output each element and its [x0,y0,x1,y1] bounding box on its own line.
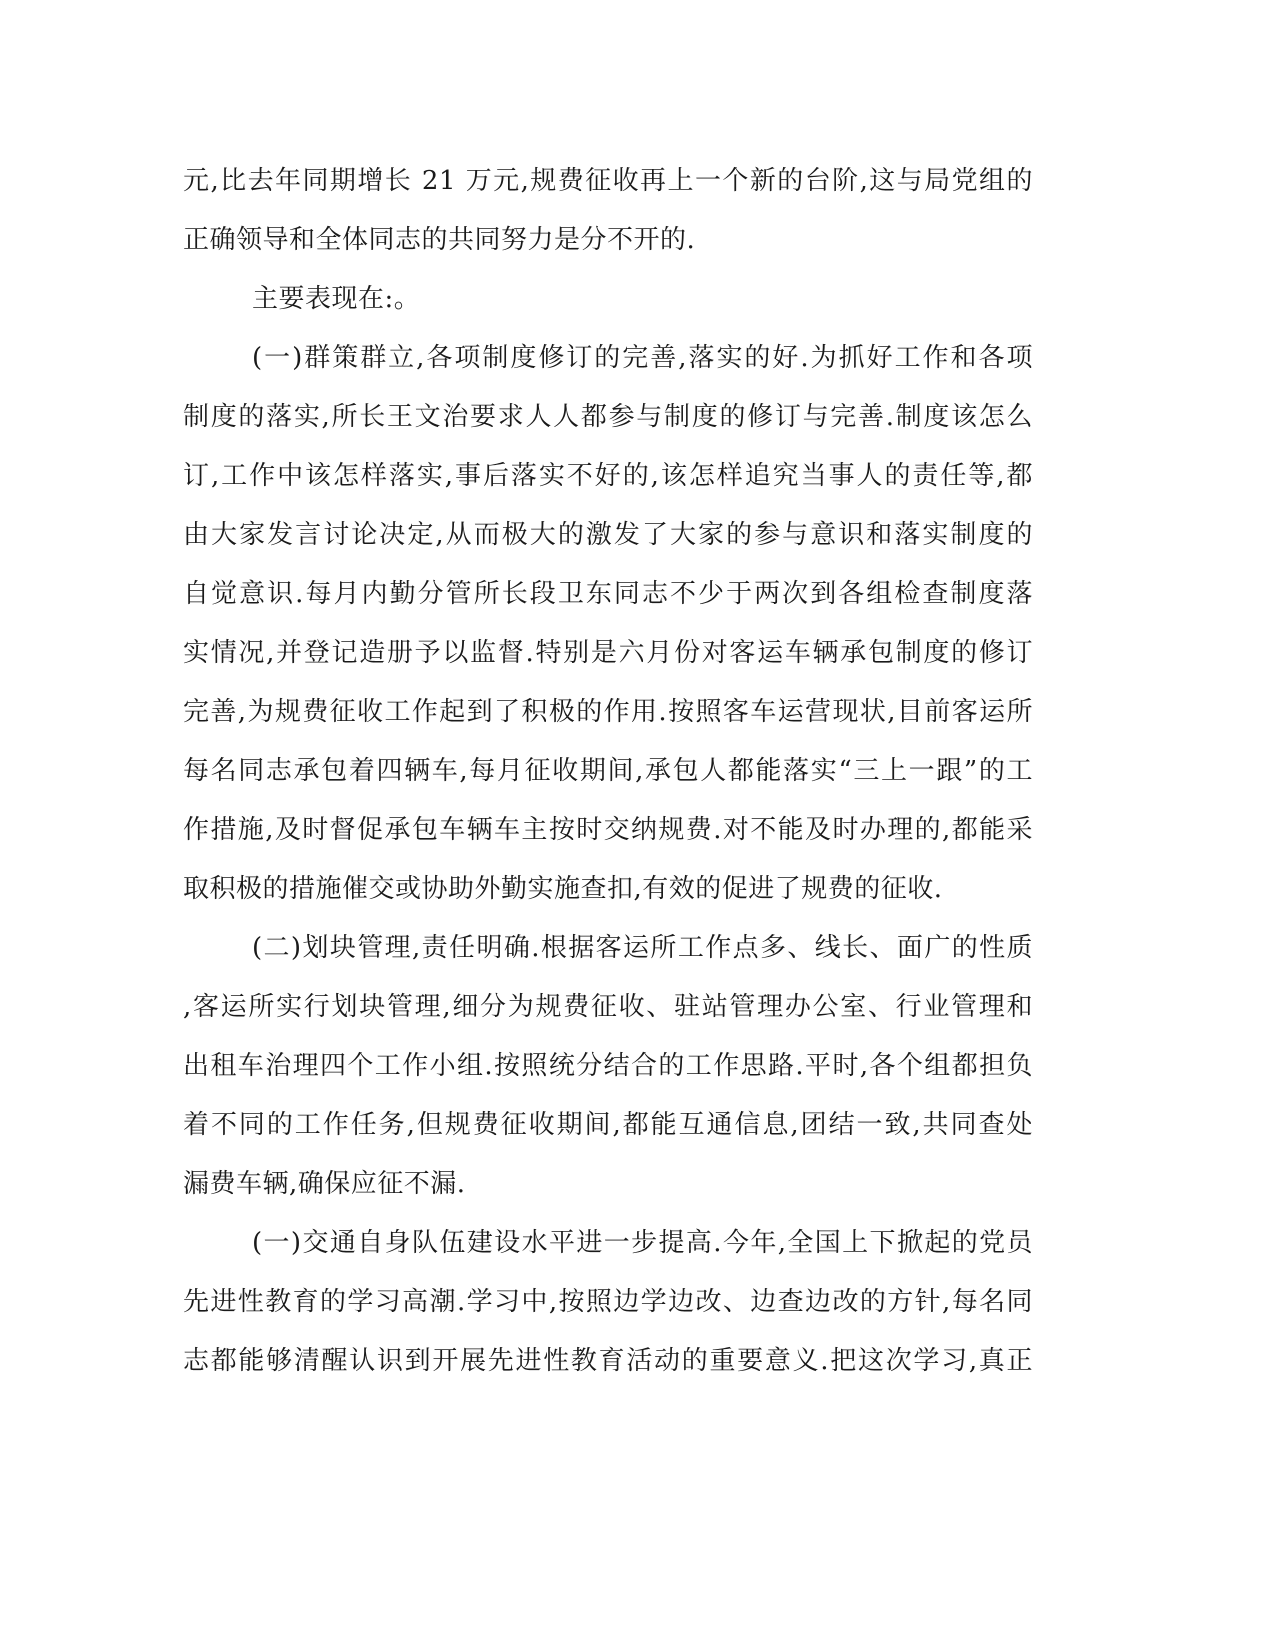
text-line: 实情况,并登记造册予以监督.特别是六月份对客运车辆承包制度的修订 [183,638,1033,668]
text-line: 志都能够清醒认识到开展先进性教育活动的重要意义.把这次学习,真正 [183,1346,1033,1376]
text-line: 正确领导和全体同志的共同努力是分不开的. [183,225,696,255]
text-line: 出租车治理四个工作小组.按照统分结合的工作思路.平时,各个组都担负 [183,1051,1033,1081]
text-line: 订,工作中该怎样落实,事后落实不好的,该怎样追究当事人的责任等,都 [183,461,1033,491]
text-line: ,客运所实行划块管理,细分为规费征收、驻站管理办公室、行业管理和 [183,992,1033,1022]
text-line: 元,比去年同期增长 21 万元,规费征收再上一个新的台阶,这与局党组的 [183,166,1033,196]
text-line: 着不同的工作任务,但规费征收期间,都能互通信息,团结一致,共同查处 [183,1110,1033,1140]
text-line: 自觉意识.每月内勤分管所长段卫东同志不少于两次到各组检查制度落 [183,579,1033,609]
text-line: 完善,为规费征收工作起到了积极的作用.按照客车运营现状,目前客运所 [183,697,1033,727]
text-line: 作措施,及时督促承包车辆车主按时交纳规费.对不能及时办理的,都能采 [183,815,1033,845]
paragraph-heading: (一)交通自身队伍建设水平进一步提高.今年,全国上下掀起的党员 [252,1228,1033,1258]
text-line: 制度的落实,所长王文治要求人人都参与制度的修订与完善.制度该怎么 [183,402,1033,432]
section-intro: 主要表现在:。 [252,284,421,314]
text-line: 先进性教育的学习高潮.学习中,按照边学边改、边查边改的方针,每名同 [183,1287,1033,1317]
paragraph-heading: (二)划块管理,责任明确.根据客运所工作点多、线长、面广的性质 [252,933,1033,963]
paragraph-heading: (一)群策群立,各项制度修订的完善,落实的好.为抓好工作和各项 [252,343,1033,373]
text-line: 每名同志承包着四辆车,每月征收期间,承包人都能落实“三上一跟”的工 [183,756,1033,786]
text-line: 取积极的措施催交或协助外勤实施查扣,有效的促进了规费的征收. [183,874,943,904]
text-line: 由大家发言讨论决定,从而极大的激发了大家的参与意识和落实制度的 [183,520,1033,550]
text-line: 漏费车辆,确保应征不漏. [183,1169,466,1199]
document-page [183,152,1033,1391]
